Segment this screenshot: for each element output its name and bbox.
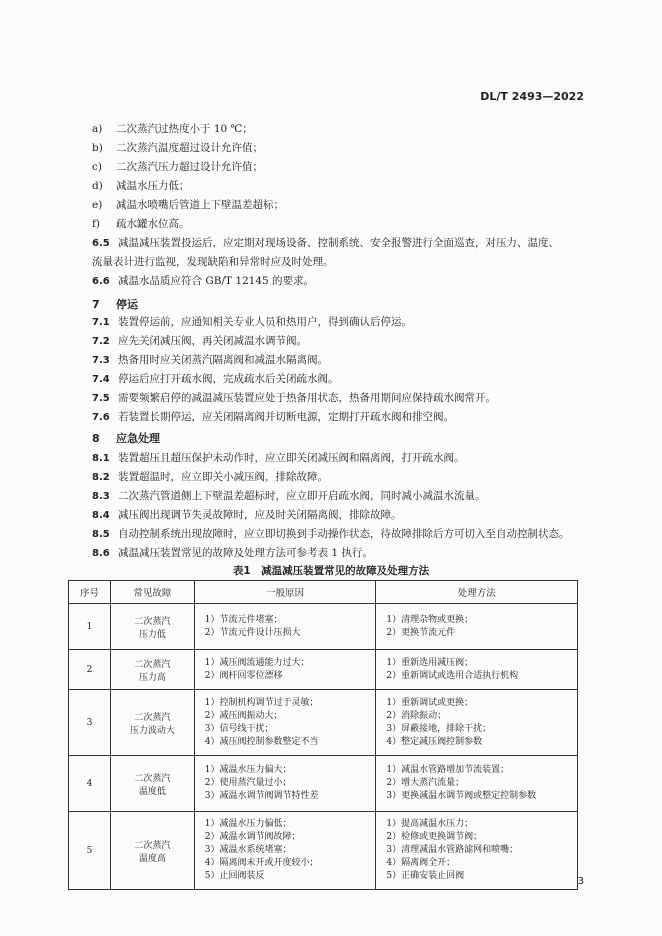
clause-number: 7.4 bbox=[92, 374, 110, 385]
cell-cause bbox=[194, 604, 376, 650]
remedy-item: 1）清理杂物或更换； bbox=[386, 614, 474, 625]
cause-item: 4）隔离阀未开或开度较小； bbox=[204, 858, 319, 868]
cell-fault bbox=[110, 650, 194, 690]
remedy-item: 1）重新调试或更换； bbox=[386, 697, 474, 708]
list-label: a) bbox=[92, 123, 103, 135]
cell-remedy bbox=[376, 650, 578, 690]
clause-number: 6.6 bbox=[92, 276, 110, 287]
table-row bbox=[69, 812, 578, 890]
cell-fault bbox=[110, 812, 194, 890]
fault-line: 压力低 bbox=[138, 629, 166, 640]
list-label: f) bbox=[92, 218, 100, 230]
cause-item: 2）减温水调节阀故障； bbox=[204, 832, 301, 842]
table-header-row bbox=[69, 581, 578, 604]
cell-cause bbox=[194, 690, 376, 756]
cause-item: 3）信号线干扰； bbox=[204, 723, 274, 734]
cell-fault bbox=[110, 604, 194, 650]
cell-remedy bbox=[376, 604, 578, 650]
section-title: 停运 bbox=[116, 298, 138, 311]
clause-number: 6.5 bbox=[92, 238, 110, 249]
clause-number: 7.6 bbox=[92, 412, 110, 423]
fault-line: 压力波动大 bbox=[129, 725, 175, 736]
cell-fault bbox=[110, 756, 194, 812]
clause-8-3 bbox=[92, 487, 486, 506]
clause-number: 7.2 bbox=[92, 336, 110, 347]
clause-text: 减压阀出现调节失灵故障时，应及时关闭隔离阀，排除故障。 bbox=[118, 509, 402, 521]
remedy-item: 2）更换节流元件 bbox=[386, 627, 456, 638]
clause-number: 7.3 bbox=[92, 355, 110, 366]
section-title: 应急处理 bbox=[116, 432, 160, 445]
remedy-item: 3）清理减温水管路滤网和喷嘴； bbox=[386, 845, 519, 855]
remedy-item: 2）检修或更换调节阀； bbox=[386, 832, 483, 842]
list-item bbox=[92, 120, 284, 139]
cause-item: 1）控制机构调节过于灵敏； bbox=[204, 697, 319, 708]
remedy-item: 1）减温水管路增加节流装置； bbox=[386, 765, 510, 775]
clause-number: 8.3 bbox=[92, 491, 110, 502]
fault-line: 二次蒸汽 bbox=[134, 659, 171, 670]
remedy-item: 3）更换减温水调节阀或整定控制参数 bbox=[386, 791, 537, 801]
fault-line: 二次蒸汽 bbox=[134, 616, 171, 627]
list-text: 二次蒸汽压力超过设计允许值； bbox=[116, 161, 263, 173]
clause-text-line2: 流量表计进行监视，发现缺陷和异常时应及时处理。 bbox=[92, 256, 334, 268]
clause-7-4 bbox=[92, 370, 339, 389]
cell-no: 1 bbox=[69, 604, 111, 650]
cause-item: 2）节流元件设计压损大 bbox=[204, 627, 301, 638]
remedy-item: 2）消除振动； bbox=[386, 710, 447, 721]
header-cause: 一般原因 bbox=[194, 581, 376, 604]
remedy-item: 2）增大蒸汽流量； bbox=[386, 778, 465, 788]
clause-text: 停运后应打开疏水阀，完成疏水后关闭疏水阀。 bbox=[118, 373, 339, 385]
clause-text-line1: 减温减压装置投运后，应定期对现场设备、控制系统、安全报警进行全面巡查，对压力、温度、 bbox=[118, 237, 559, 249]
clause-6-5 bbox=[92, 234, 559, 272]
cause-item: 4）减压阀控制参数整定不当 bbox=[204, 736, 319, 747]
list-label: c) bbox=[92, 161, 102, 173]
cause-item: 5）止回阀装反 bbox=[204, 871, 265, 881]
list-label: d) bbox=[92, 180, 103, 192]
remedy-item: 2）重新调试或选用合适执行机构 bbox=[386, 670, 519, 681]
remedy-item: 5）正确安装止回阀 bbox=[386, 871, 465, 881]
list-label: b) bbox=[92, 142, 103, 154]
clause-number: 8.1 bbox=[92, 453, 110, 464]
list-text: 二次蒸汽过热度小于 10 ℃； bbox=[116, 123, 253, 135]
condition-list bbox=[92, 120, 284, 234]
cell-remedy bbox=[376, 756, 578, 812]
cause-item: 2）阀杆回零位漂移 bbox=[204, 670, 283, 681]
cause-item: 1）减温水压力偏低； bbox=[204, 819, 292, 829]
clause-number: 7.5 bbox=[92, 393, 110, 404]
cell-remedy bbox=[376, 812, 578, 890]
cell-no: 4 bbox=[69, 756, 111, 812]
clause-number: 8.4 bbox=[92, 510, 110, 521]
cell-cause bbox=[194, 650, 376, 690]
cause-item: 3）减温水系统堵塞； bbox=[204, 845, 292, 855]
clause-number: 8.2 bbox=[92, 472, 110, 483]
clause-7-2 bbox=[92, 332, 307, 351]
clause-7-6 bbox=[92, 408, 454, 427]
cause-item: 2）使用蒸汽量过小； bbox=[204, 778, 292, 788]
section-number: 8 bbox=[92, 432, 100, 445]
cell-cause bbox=[194, 756, 376, 812]
page-number: 3 bbox=[577, 876, 584, 887]
header-no: 序号 bbox=[69, 581, 111, 604]
remedy-item: 1）重新选用减压阀； bbox=[386, 657, 474, 668]
section-7-heading bbox=[92, 296, 138, 312]
fault-table bbox=[68, 580, 578, 890]
clause-7-3 bbox=[92, 351, 328, 370]
fault-line: 二次蒸汽 bbox=[134, 840, 171, 851]
cause-item: 1）减温水压力偏大； bbox=[204, 765, 292, 775]
clause-6-6 bbox=[92, 272, 314, 291]
remedy-item: 3）屏蔽接地，排除干扰； bbox=[386, 723, 492, 734]
list-item bbox=[92, 215, 284, 234]
fault-line: 温度高 bbox=[138, 853, 166, 864]
fault-line: 压力高 bbox=[138, 672, 166, 683]
clause-8-4 bbox=[92, 506, 402, 525]
clause-text: 应先关闭减压阀，再关闭减温水调节阀。 bbox=[118, 335, 307, 347]
fault-line: 二次蒸汽 bbox=[134, 773, 171, 784]
list-item bbox=[92, 158, 284, 177]
fault-line: 二次蒸汽 bbox=[134, 712, 171, 723]
list-item bbox=[92, 139, 284, 158]
clause-text: 装置超温时，应立即关小减压阀，排除故障。 bbox=[118, 471, 328, 483]
cause-item: 1）减压阀流通能力过大； bbox=[204, 657, 310, 668]
cell-fault bbox=[110, 690, 194, 756]
fault-line: 温度低 bbox=[138, 786, 166, 797]
standard-code: DL/T 2493—2022 bbox=[480, 90, 584, 103]
cell-no: 5 bbox=[69, 812, 111, 890]
list-text: 减温水压力低； bbox=[116, 180, 190, 192]
clause-text: 装置停运前，应通知相关专业人员和热用户，得到确认后停运。 bbox=[118, 316, 412, 328]
clause-text: 装置超压且超压保护未动作时，应立即关闭减压阀和隔离阀，打开疏水阀。 bbox=[118, 452, 465, 464]
clause-number: 8.6 bbox=[92, 548, 110, 559]
clause-text: 若装置长期停运，应关闭隔离阀并切断电源，定期打开疏水阀和排空阀。 bbox=[118, 411, 454, 423]
section-number: 7 bbox=[92, 298, 100, 311]
clause-number: 8.5 bbox=[92, 529, 110, 540]
clause-8-6 bbox=[92, 544, 373, 563]
clause-text: 二次蒸汽管道侧上下壁温差超标时，应立即开启疏水阀，同时减小减温水流量。 bbox=[118, 490, 486, 502]
clause-text: 减温减压装置常见的故障及处理方法可参考表 1 执行。 bbox=[118, 547, 373, 559]
table-row bbox=[69, 756, 578, 812]
clause-8-2 bbox=[92, 468, 328, 487]
clause-text: 自动控制系统出现故障时，应立即切换到手动操作状态，待故障排除后方可切入至自动控制状态。 bbox=[118, 528, 570, 540]
header-fault: 常见故障 bbox=[110, 581, 194, 604]
cause-item: 1）节流元件堵塞； bbox=[204, 614, 283, 625]
cause-item: 2）减压阀振动大； bbox=[204, 710, 283, 721]
clause-number: 7.1 bbox=[92, 317, 110, 328]
list-text: 二次蒸汽温度超过设计允许值； bbox=[116, 142, 263, 154]
table-caption: 表1 减温减压装置常见的故障及处理方法 bbox=[232, 565, 430, 577]
remedy-item: 1）提高减温水压力； bbox=[386, 819, 474, 829]
clause-7-5 bbox=[92, 389, 496, 408]
cause-item: 3）减温水调节阀调节特性差 bbox=[204, 791, 319, 801]
remedy-item: 4）整定减压阀控制参数 bbox=[386, 736, 483, 747]
list-text: 减温水喷嘴后管道上下壁温差超标； bbox=[116, 199, 284, 211]
list-item bbox=[92, 177, 284, 196]
table-row bbox=[69, 690, 578, 756]
header-remedy: 处理方法 bbox=[376, 581, 578, 604]
table-row bbox=[69, 650, 578, 690]
clause-text: 热备用时应关闭蒸汽隔离阀和减温水隔离阀。 bbox=[118, 354, 328, 366]
clause-8-5 bbox=[92, 525, 570, 544]
table-row bbox=[69, 604, 578, 650]
clause-7-1 bbox=[92, 313, 412, 332]
remedy-item: 4）隔离阀全开； bbox=[386, 858, 456, 868]
cell-no: 3 bbox=[69, 690, 111, 756]
list-item bbox=[92, 196, 284, 215]
section-8-heading bbox=[92, 430, 160, 446]
clause-text: 减温水品质应符合 GB/T 12145 的要求。 bbox=[118, 275, 315, 287]
cell-no: 2 bbox=[69, 650, 111, 690]
clause-8-1 bbox=[92, 449, 465, 468]
list-text: 疏水罐水位高。 bbox=[116, 218, 190, 230]
list-label: e) bbox=[92, 199, 103, 211]
clause-text: 需要频繁启停的减温减压装置应处于热备用状态，热备用期间应保持疏水阀常开。 bbox=[118, 392, 496, 404]
cell-remedy bbox=[376, 690, 578, 756]
cell-cause bbox=[194, 812, 376, 890]
